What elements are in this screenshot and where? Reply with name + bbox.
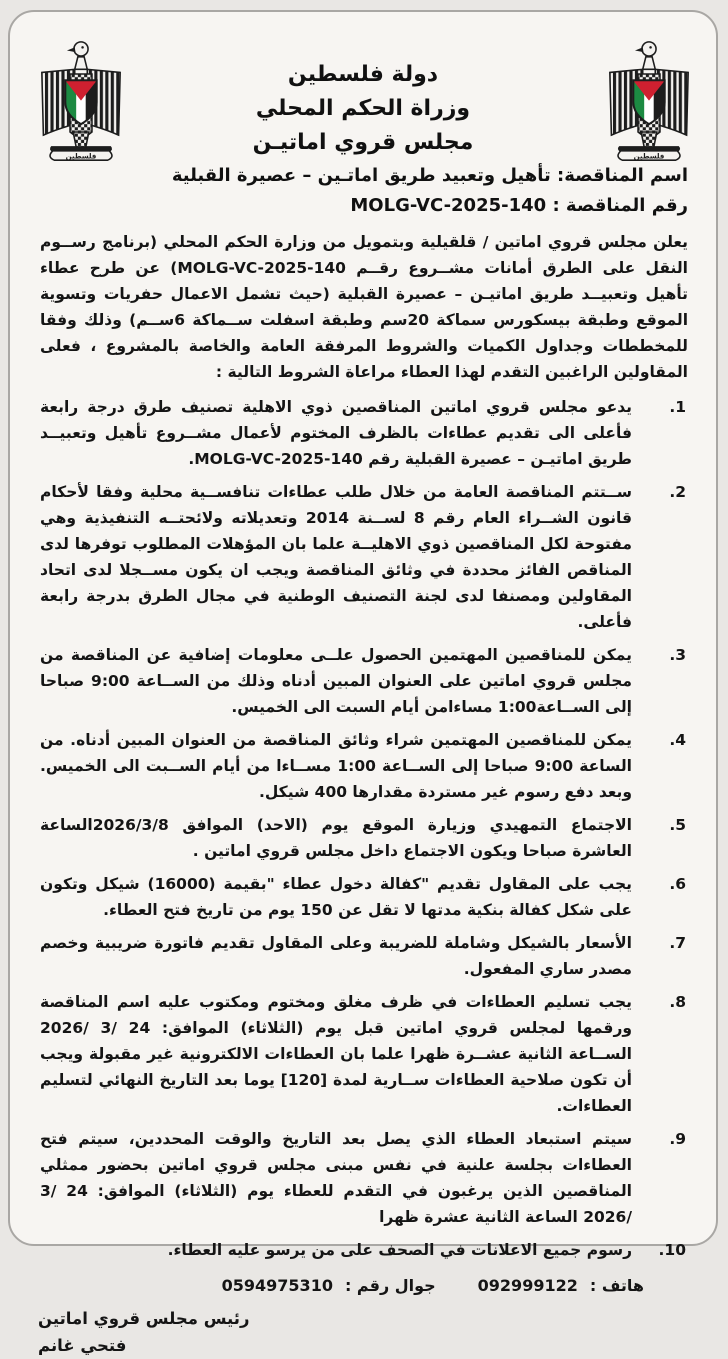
condition-number: 5. xyxy=(669,816,686,834)
signature-block xyxy=(10,1299,716,1359)
condition-item xyxy=(40,727,686,805)
tender-name-line: اسم المناقصة: تأهيل وتعبيد طريق اماتـين – عصيرة القبلية xyxy=(171,165,688,186)
document-panel xyxy=(8,10,718,1355)
palestine-coat-of-arms-icon xyxy=(602,36,696,170)
condition-number: 8. xyxy=(669,993,686,1011)
intro-paragraph: يعلن مجلس قروي اماتين / قلقيلية وبتمويل من وزارة الحكم المحلي (برنامج رســوم النقل على الطرق أمانات مشــروع رقــم MOLG-VC-2025-140) عن طرح عطاء تأهيل وتعبيــد طريق اماتيـن – عصيرة القبلية (حيث تشمل الاعمال حفريات وتسوية الموقع وطبقة بيسكورس سماكة 20سم وطبقة اسفلت ســماكة 6ســم) وذلك وفقا للمخططات وجداول الكميات والشروط المرفقة العامة والخاصة بالمشروع ، فعلى المقاولين الراغبين التقدم لهذا العطاء مراعاة الشروط التالية : xyxy=(40,233,689,381)
mobile-label: جوال رقم : xyxy=(344,1276,436,1295)
condition-item xyxy=(40,989,686,1119)
conditions-list xyxy=(10,394,716,1263)
condition-text: يمكن للمناقصين المهتمين الحصول علــى معلومات إضافية عن المناقصة من مجلس قروي اماتين على العنوان المبين أدناه وذلك من الســاعة 9:00 صباحا إلى الســاعة1:00 مساءامن أيام السبت الى الخميس. xyxy=(40,646,633,716)
condition-text: يدعو مجلس قروي اماتين المناقصين ذوي الاهلية تصنيف طرق درجة رابعة فأعلى الى تقديم عطاءات بالظرف المختوم لأعمال مشــروع تأهيل وتعبيــد طريق اماتيـن – عصيرة القبلية رقم MOLG-VC-2025-140. xyxy=(40,398,632,468)
palestine-emblem-right xyxy=(602,36,696,170)
emblem-banner-text: فلسطين xyxy=(633,151,665,161)
header-ministry: وزراة الحكم المحلي xyxy=(255,96,471,121)
condition-text: سيتم استبعاد العطاء الذي يصل بعد التاريخ والوقت المحددين، سيتم فتح العطاءات بجلسة علنية في نفس مبنى مجلس قروي اماتين بحضور ممثلي المناقصين الذين يرغبون في التقدم للعطاء يوم (الثلاثاء) الموافق: 24 /3 /2026 الساعة الثانية عشرة ظهرا xyxy=(40,1130,632,1226)
condition-item xyxy=(40,930,686,982)
signature-title: رئيس مجلس قروي اماتين xyxy=(38,1309,250,1328)
condition-item xyxy=(40,394,686,472)
header-council: مجلس قروي اماتيـن xyxy=(252,130,474,155)
condition-text: رسوم جميع الاعلانات في الصحف على من يرسو عليه العطاء. xyxy=(167,1241,632,1259)
condition-item xyxy=(40,871,686,923)
condition-text: يجب تسليم العطاءات في ظرف مغلق ومختوم ومكتوب عليه اسم المناقصة ورقمها لمجلس قروي اماتين قبل يوم (الثلاثاء) الموافق: 24 /3 /2026 الســاعة الثانية عشــرة ظهرا علما بان العطاءات الالكترونية غير مقبولة ويجب أن تكون صلاحية العطاءات ســارية لمدة [120] يوما بعد التاريخ النهائي لتسليم العطاءات. xyxy=(40,993,633,1115)
condition-item xyxy=(40,1237,686,1263)
condition-number: 2. xyxy=(669,483,686,501)
condition-text: الاجتماع التمهيدي وزيارة الموقع يوم (الاحد) الموافق 2026/3/8الساعة العاشرة صباحا ويكون الاجتماع داخل مجلس قروي اماتين . xyxy=(40,816,632,860)
condition-text: يجب على المقاول تقديم "كفالة دخول عطاء "بقيمة (16000) شيكل وتكون على شكل كفالة بنكية مدتها لا تقل عن 150 يوم من تاريخ فتح العطاء. xyxy=(40,875,633,919)
palestine-emblem-left xyxy=(34,36,128,170)
condition-number: 6. xyxy=(669,875,686,893)
condition-item xyxy=(40,1126,686,1230)
condition-number: 7. xyxy=(669,934,686,952)
phone-label: هاتف : xyxy=(589,1276,644,1295)
condition-number: 4. xyxy=(669,731,686,749)
palestine-coat-of-arms-icon xyxy=(34,36,128,170)
signature-name: فتحي غانم xyxy=(38,1336,127,1355)
condition-text: ســتتم المناقصة العامة من خلال طلب عطاءات تنافســية محلية وفقا لأحكام قانون الشــراء العام رقم 8 لســنة 2014 وتعديلاته ولائحتــه التنفيذية وهي مفتوحة لكل المناقصين ذوي الاهليــة علما بان المؤهلات المطلوب توفرها لدى المناقص الفائز محددة في وثائق المناقصة ويجب ان يكون مســجلا لدى اتحاد المقاولين ومصنفا لدى لجنة التصنيف الوطنية في مجال الطرق بدرجة رابعة فأعلى. xyxy=(40,483,632,631)
condition-text: الأسعار بالشيكل وشاملة للضريبة وعلى المقاول تقديم فاتورة ضريبية وخصم مصدر ساري المفعول. xyxy=(40,934,632,978)
mobile-number: 0594975310 xyxy=(221,1276,333,1295)
condition-text: يمكن للمناقصين المهتمين شراء وثائق المناقصة من العنوان المبين أدناه. من الساعة 9:00 صباحا إلى الســاعة 1:00 مســاءا من أيام الســبت الى الخميس. وبعد دفع رسوم غير مستردة مقدارها 400 شيكل. xyxy=(40,731,632,801)
condition-number: 10. xyxy=(658,1241,686,1259)
tender-number-line: رقم المناقصة : MOLG-VC-2025-140 xyxy=(350,195,688,216)
phone-number: 092999122 xyxy=(477,1276,578,1295)
condition-number: 3. xyxy=(669,646,686,664)
condition-item xyxy=(40,479,686,635)
condition-number: 1. xyxy=(669,398,686,416)
contact-line xyxy=(10,1270,716,1299)
emblem-banner-text: فلسطين xyxy=(65,151,97,161)
condition-item xyxy=(40,812,686,864)
condition-item xyxy=(40,642,686,720)
condition-number: 9. xyxy=(669,1130,686,1148)
header-country: دولة فلسطين xyxy=(287,62,439,87)
